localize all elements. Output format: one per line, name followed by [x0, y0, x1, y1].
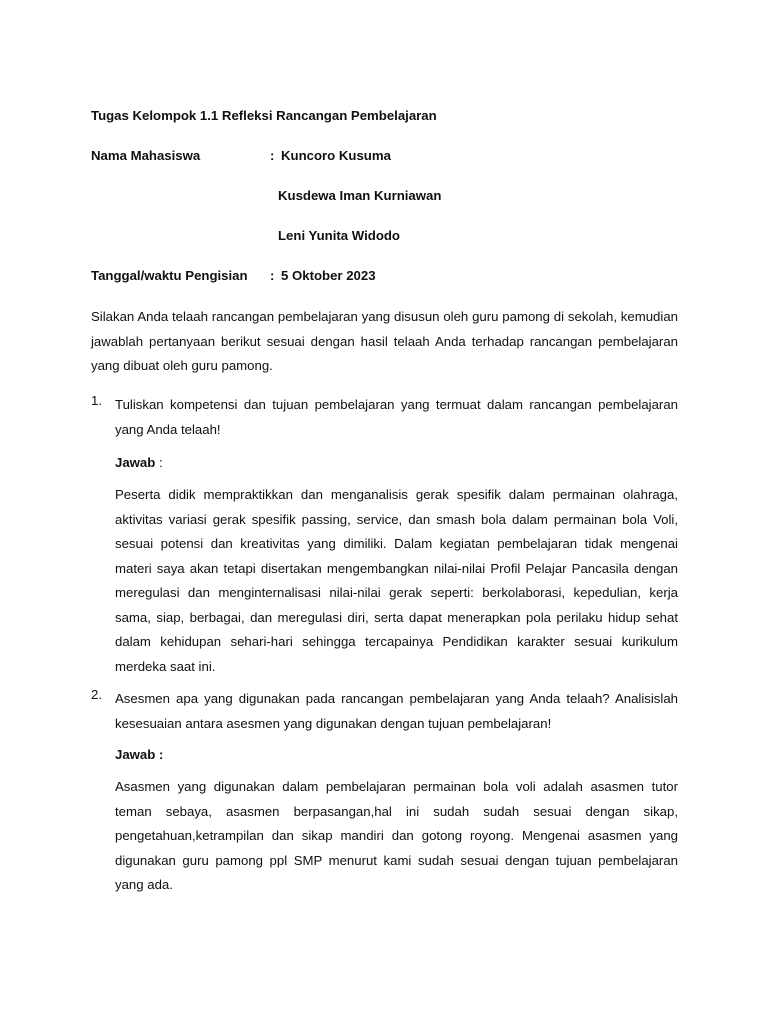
name-label: Nama Mahasiswa	[91, 148, 201, 163]
intro-paragraph: Silakan Anda telaah rancangan pembelajaran yang disusun oleh guru pamong di sekolah, kemudian jawablah pertanyaan berikut sesuai dengan hasil telaah Anda terhadap rancangan pembelajaran yang dibuat oleh guru pamong.	[91, 309, 678, 373]
student-name-2: Kusdewa Iman Kurniawan	[278, 188, 442, 203]
name-colon: :	[270, 148, 275, 163]
answer-1-label: Jawab	[115, 455, 156, 470]
student-name-1: Kuncoro Kusuma	[281, 148, 391, 163]
date-colon: :	[270, 268, 275, 283]
question-1-text: Tuliskan kompetensi dan tujuan pembelajaran yang termuat dalam rancangan pembelajaran yang Anda telaah!	[115, 397, 678, 437]
date-label: Tanggal/waktu Pengisian	[91, 268, 248, 283]
question-2-number: 2.	[91, 687, 102, 702]
answer-1-label-line	[115, 455, 163, 470]
answer-1-text: Peserta didik mempraktikkan dan menganalisis gerak spesifik dalam permainan olahraga, aktivitas variasi gerak spesifik passing, service, dan smash bola dalam permainan bola Voli, sesuai potensi dan kreativitas yang dimiliki. Dalam kegiatan pembelajaran tidak mengenai materi saya akan tetapi disertakan mengembangkan nilai-nilai Profil Pelajar Pancasila dengan meregulasi dan menginternalisasi nilai-nilai gerak seperti: berkolaborasi, kepedulian, kerja sama, siap, berbagai, dan meregulasi diri, serta dapat menerapkan pola perilaku hidup sehat dalam kehidupan sehari-hari sehingga tercapainya Pendidikan karakter sesuai kurikulum merdeka saat ini.	[115, 487, 678, 674]
document-title: Tugas Kelompok 1.1 Refleksi Rancangan Pembelajaran	[91, 108, 437, 123]
answer-1-colon: :	[155, 455, 163, 470]
student-name-3: Leni Yunita Widodo	[278, 228, 400, 243]
question-2-text: Asesmen apa yang digunakan pada rancangan pembelajaran yang Anda telaah? Analisislah kesesuaian antara asesmen yang digunakan dengan tujuan pembelajaran!	[115, 691, 678, 731]
answer-2-label: Jawab :	[115, 747, 164, 762]
answer-2-text: Asasmen yang digunakan dalam pembelajaran permainan bola voli adalah asasmen tutor teman sebaya, asasmen berpasangan,hal ini sudah sudah sesuai dengan sikap, pengetahuan,ketrampilan dan sikap mandiri dan gotong royong. Mengenai asasmen yang digunakan guru pamong ppl SMP menurut kami sudah sesuai dengan tujuan pembelajaran yang ada.	[115, 779, 678, 892]
question-1-number: 1.	[91, 393, 102, 408]
date-value: 5 Oktober 2023	[281, 268, 376, 283]
